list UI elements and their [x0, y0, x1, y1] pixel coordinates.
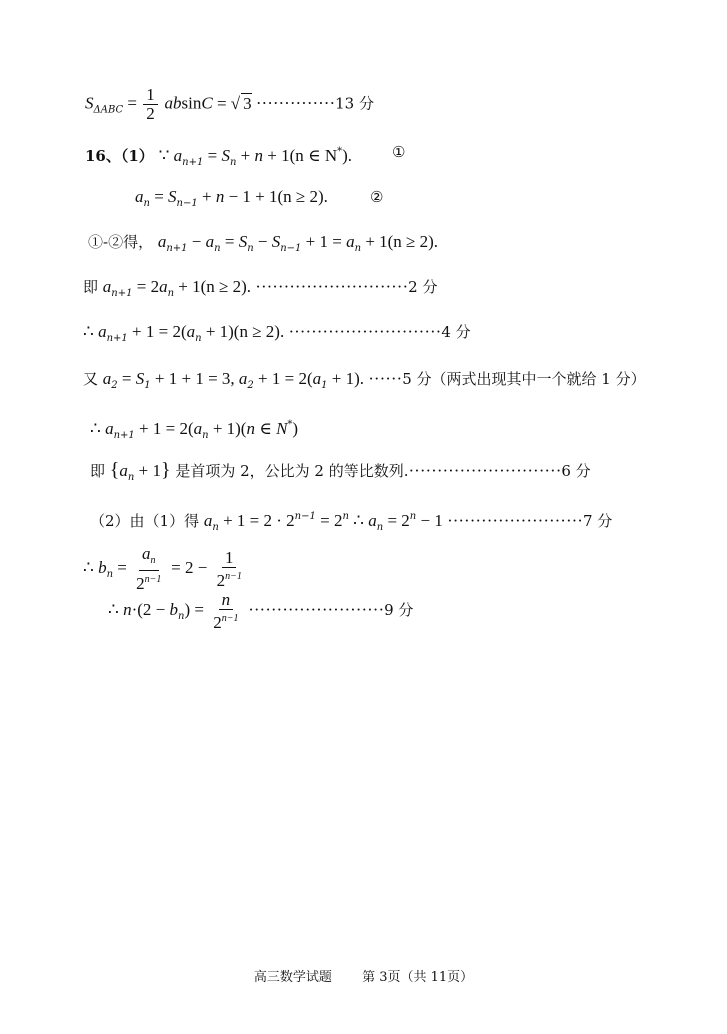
question-number: 16、（1） — [85, 147, 154, 165]
subtract-label: ①-②得， — [88, 233, 154, 251]
equation-marker-2: ② — [370, 188, 384, 206]
equation-marker-1: ① — [392, 143, 406, 161]
sequence-conclusion-line: 即 $\{a_n + 1\}$ 是首项为 2，公比为 2 的等比数列.···························6 分 — [90, 459, 591, 483]
relation-line: 即 $a_{n+1} = 2a_n + 1(n \ge 2)$. ···························2 分 — [83, 277, 438, 299]
you-label: 又 — [83, 370, 99, 388]
score-9: 9 分 — [384, 601, 414, 619]
geometric-form-line: ∴ $a_{n+1} + 1 = 2(a_n + 1)(n \ge 2)$. ···························4 分 — [83, 322, 471, 344]
ji-label-2: 即 — [90, 462, 106, 480]
footer-page-number: 第 3页（共 11页） — [362, 970, 474, 985]
q16-part1-line: 16、（1） ∵ $a_{n+1} = S_n + n + 1(n$ ∈ N*). ① — [85, 143, 406, 168]
score-6: 6 分 — [561, 462, 591, 480]
q16-part2-line: （2）由（1）得 $a_n + 1 = 2 \cdot 2^{n-1} = 2^n$ ∴ $a_n = 2^n - 1 \cdot\cdot\cdot\cdot\cdot\cdot\cdot\cdot\cdot\cdot\cdot\cdot\cdot\cdot\cdot\cdot\cdot\cdot\cdot\cdot\cdot\cdot\cdot\cdot 7$ 分 — [90, 511, 613, 533]
ji-label: 即 — [83, 278, 99, 296]
recurrence-line: $a_n = S_{n-1} + n - 1 + 1(n \ge 2)$. ② — [135, 187, 384, 209]
page-footer — [0, 966, 727, 985]
sequence-description: 是首项为 2，公比为 2 的等比数列. — [175, 462, 409, 480]
score-13: 13 分 — [335, 94, 374, 113]
score-5-note: 5 分（两式出现其中一个就给 1 分） — [402, 370, 646, 388]
triangle-area-line: $S_{\Delta ABC}$ = $\frac{1}{2}$ absinC = √ 3 ··············13 分 — [85, 85, 374, 123]
footer-subject: 高三数学试题 — [253, 970, 332, 985]
score-2: 2 分 — [408, 278, 438, 296]
part2-label: （2）由（1）得 — [90, 512, 200, 530]
initial-check-line: 又 $a_2 = S_1 + 1 + 1 = 3$, $a_2 + 1 = 2(a_1 + 1)$. ······5 分（两式出现其中一个就给 1 分） — [83, 369, 646, 391]
general-relation-line: ∴ $a_{n+1} + 1 = 2(a_n + 1)(n$ ∈ N*) — [90, 419, 299, 441]
score-4: 4 分 — [441, 323, 471, 341]
bn-formula-line: ∴ $b_n$ = $\frac{a_n}{2^{n-1}}$ = 2 − $\frac{1}{2^{n-1}}$ — [83, 544, 242, 593]
subtract-line: ①-②得， $a_{n+1} - a_n = S_n - S_{n-1} + 1 = a_n + 1(n \ge 2)$. — [88, 232, 439, 254]
score-7: 7 分 — [582, 512, 613, 530]
cn-formula-line: ∴ $n\cdot(2 - b_n)$ = $\frac{n}{2^{n-1}}$ ························9 分 — [108, 589, 414, 632]
